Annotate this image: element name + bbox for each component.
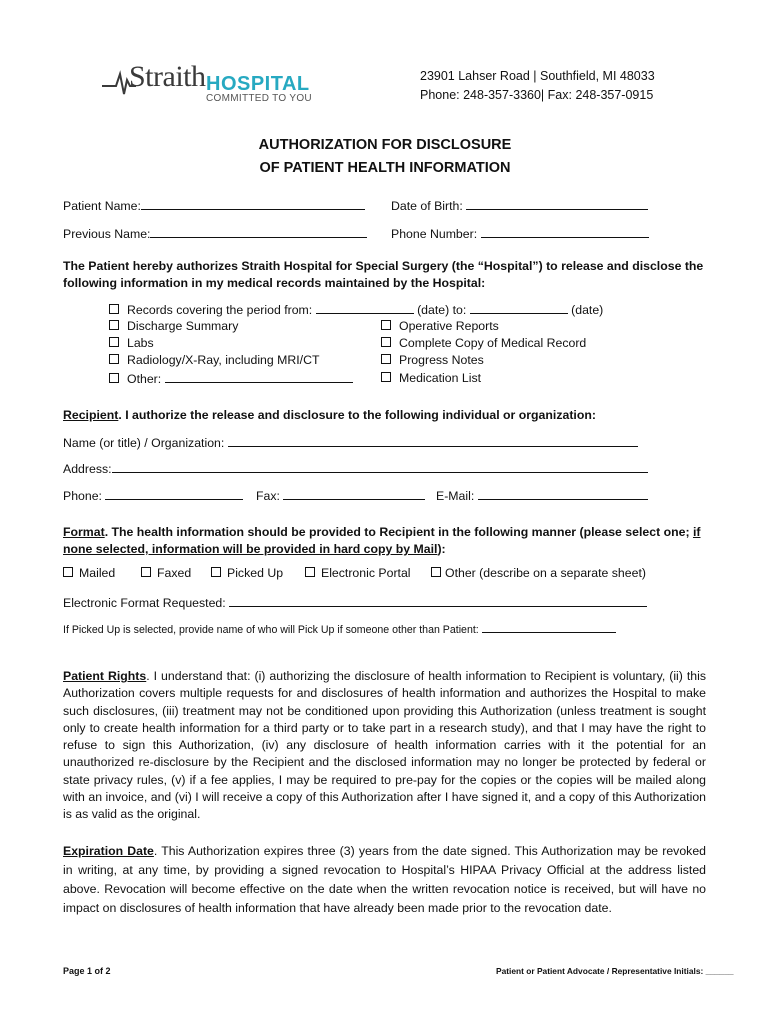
patient-name-input[interactable] xyxy=(141,198,365,210)
option-label: Other (describe on a separate sheet) xyxy=(445,566,646,580)
checkbox[interactable] xyxy=(211,567,221,577)
option-label: Progress Notes xyxy=(399,353,484,367)
dob-input[interactable] xyxy=(466,198,648,210)
format-option-faxed[interactable] xyxy=(141,566,191,580)
format-option-portal[interactable] xyxy=(305,566,411,580)
checkbox[interactable] xyxy=(141,567,151,577)
pickup-name-label: If Picked Up is selected, provide name of who will Pick Up if someone other than Patient: xyxy=(63,624,479,636)
patient-rights-heading: Patient Rights xyxy=(63,669,147,683)
checkbox[interactable] xyxy=(109,337,119,347)
format-option-other[interactable] xyxy=(431,566,646,580)
previous-name-field[interactable] xyxy=(63,226,367,241)
recipient-email-label: E-Mail: xyxy=(436,489,475,503)
authorize-statement: The Patient hereby authorizes Straith Hospital for Special Surgery (the “Hospital”) to release and disclose the following information in my medical records maintained by the Hospital: xyxy=(63,259,704,290)
checkbox[interactable] xyxy=(381,337,391,347)
option-labs[interactable] xyxy=(109,336,154,350)
pickup-name-input[interactable] xyxy=(482,623,616,633)
phone-number-input[interactable] xyxy=(481,226,649,238)
recipient-heading xyxy=(63,408,596,422)
checkbox[interactable] xyxy=(305,567,315,577)
format-text: . The health information should be provided to Recipient in the following manner (please select one; xyxy=(104,525,690,539)
patient-name-label: Patient Name: xyxy=(63,199,141,213)
option-label: Radiology/X-Ray, including MRI/CT xyxy=(127,353,320,367)
date-to-input[interactable] xyxy=(470,302,568,314)
format-heading xyxy=(63,524,706,558)
electronic-format-field[interactable] xyxy=(63,595,647,610)
checkbox[interactable] xyxy=(109,373,119,383)
logo-tagline: COMMITTED TO YOU xyxy=(206,93,312,104)
checkbox[interactable] xyxy=(109,354,119,364)
expiration-heading: Expiration Date xyxy=(63,844,154,858)
dob-field[interactable] xyxy=(391,198,648,213)
option-radiology[interactable] xyxy=(109,353,320,367)
recipient-name-label: Name (or title) / Organization: xyxy=(63,436,225,450)
recipient-address-input[interactable] xyxy=(112,461,648,473)
format-heading-label: Format xyxy=(63,525,105,539)
logo-hospital: HOSPITAL xyxy=(206,73,310,95)
option-label: Labs xyxy=(127,336,154,350)
recipient-name-input[interactable] xyxy=(228,435,638,447)
format-option-mailed[interactable] xyxy=(63,566,115,580)
option-label: Discharge Summary xyxy=(127,319,239,333)
recipient-phone-label: Phone: xyxy=(63,489,102,503)
option-label: Operative Reports xyxy=(399,319,499,333)
recipient-text: . I authorize the release and disclosure to the following individual or organization: xyxy=(118,408,596,422)
phone-number-label: Phone Number: xyxy=(391,227,478,241)
option-complete-record[interactable] xyxy=(381,336,586,350)
recipient-heading-label: Recipient xyxy=(63,408,119,422)
electronic-format-label: Electronic Format Requested: xyxy=(63,596,226,610)
date-from-input[interactable] xyxy=(316,302,414,314)
checkbox[interactable] xyxy=(431,567,441,577)
recipient-address-field[interactable] xyxy=(63,461,648,476)
other-input[interactable] xyxy=(165,371,353,383)
option-label: Faxed xyxy=(157,566,192,580)
format-text-end: ): xyxy=(437,542,446,556)
date-to-label: (date) to: xyxy=(417,303,467,317)
recipient-phone-input[interactable] xyxy=(105,488,243,500)
recipient-address-label: Address: xyxy=(63,462,112,476)
recipient-email-field[interactable] xyxy=(436,488,648,503)
checkbox[interactable] xyxy=(381,354,391,364)
recipient-fax-input[interactable] xyxy=(283,488,425,500)
records-period-option[interactable] xyxy=(109,302,603,317)
recipient-fax-label: Fax: xyxy=(256,489,280,503)
option-label: Picked Up xyxy=(227,566,284,580)
checkbox[interactable] xyxy=(109,304,119,314)
contact-line: Phone: 248-357-3360| Fax: 248-357-0915 xyxy=(420,88,654,102)
recipient-name-field[interactable] xyxy=(63,435,638,450)
format-option-picked-up[interactable] xyxy=(211,566,283,580)
initials-line[interactable]: Patient or Patient Advocate / Representative Initials: ______ xyxy=(496,966,734,976)
recipient-fax-field[interactable] xyxy=(256,488,425,503)
dob-label: Date of Birth: xyxy=(391,199,463,213)
pickup-name-field[interactable] xyxy=(63,623,616,636)
logo-name: Straith xyxy=(129,60,206,93)
checkbox[interactable] xyxy=(109,320,119,330)
expiration xyxy=(63,842,706,918)
patient-name-field[interactable] xyxy=(63,198,365,213)
checkbox[interactable] xyxy=(63,567,73,577)
page-title: AUTHORIZATION FOR DISCLOSURE xyxy=(258,137,512,153)
recipient-phone-field[interactable] xyxy=(63,488,243,503)
records-period-label: Records covering the period from: xyxy=(127,303,313,317)
option-medication-list[interactable] xyxy=(381,371,481,385)
previous-name-label: Previous Name: xyxy=(63,227,151,241)
recipient-email-input[interactable] xyxy=(478,488,648,500)
phone-number-field[interactable] xyxy=(391,226,649,241)
option-other[interactable] xyxy=(109,371,353,386)
checkbox[interactable] xyxy=(381,372,391,382)
option-label: Electronic Portal xyxy=(321,566,411,580)
option-label: Complete Copy of Medical Record xyxy=(399,336,587,350)
previous-name-input[interactable] xyxy=(150,226,367,238)
option-discharge-summary[interactable] xyxy=(109,319,238,333)
option-label: Mailed xyxy=(79,566,116,580)
option-operative-reports[interactable] xyxy=(381,319,499,333)
expiration-text: . This Authorization expires three (3) years from the date signed. This Authorization may be revoked in writing, at any time, by providing a signed revocation to Hospital’s HIPAA Privacy Official at the address listed above. Revocation will become effective on the date when the written revocation notice is received, but will have no impact on disclosures of health information that have already been made prior to the revocation date. xyxy=(63,844,706,915)
address-line: 23901 Lahser Road | Southfield, MI 48033 xyxy=(420,69,655,83)
patient-rights xyxy=(63,668,706,824)
option-label: Other: xyxy=(127,372,162,386)
checkbox[interactable] xyxy=(381,320,391,330)
option-progress-notes[interactable] xyxy=(381,353,484,367)
date-label: (date) xyxy=(571,303,604,317)
format-default-note: if none selected, information will be provided in hard copy by Mail xyxy=(63,525,701,556)
option-label: Medication List xyxy=(399,371,482,385)
electronic-format-input[interactable] xyxy=(229,595,647,607)
page-subtitle: OF PATIENT HEALTH INFORMATION xyxy=(259,160,511,176)
page-number: Page 1 of 2 xyxy=(63,966,111,976)
patient-rights-text: . I understand that: (i) authorizing the disclosure of health information to Recipient is voluntary, (ii) this Authorization covers multiple requests for and disclosures of health information and authorizes the Hospital to make such disclosures, (iii) treatment may not be conditioned upon providing this Authorization (unless treatment is sought only to create health information for a third party or to take part in a research study), and that I may have the right to refuse to sign this Authorization, (iv) any disclosure of health information carries with it the potential for an unauthorized re-disclosure by the Recipient and the disclosed information may no longer be protected by federal or state privacy rules, (v) if a fee applies, I may be required to pre-pay for the copies or the copies will be mailed along with an invoice, and (vi) I will receive a copy of this Authorization after I have signed it, and a copy of this Authorization is as valid as the original. xyxy=(63,669,707,822)
